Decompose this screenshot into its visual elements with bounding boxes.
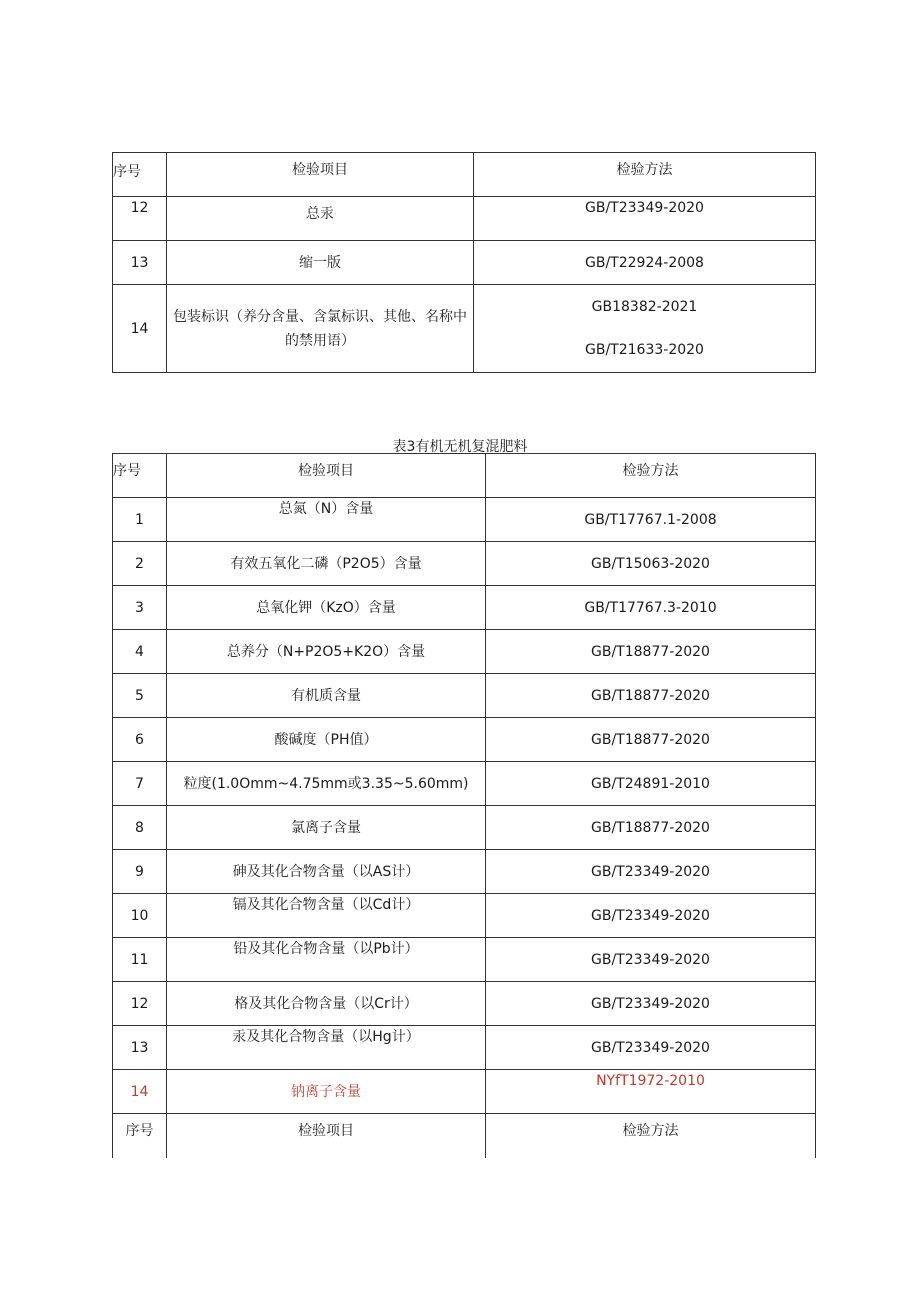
table-row	[113, 498, 816, 542]
row-method: GB/T23349-2020	[486, 850, 816, 894]
table-row	[113, 938, 816, 982]
row-item: 粒度(1.0Omm~4.75mm或3.35~5.60mm)	[167, 762, 486, 806]
row-no: 5	[113, 674, 167, 718]
row-no: 8	[113, 806, 167, 850]
top-table-header-row	[113, 153, 816, 197]
row-item: 有效五氧化二磷（P2O5）含量	[167, 542, 486, 586]
row-item: 氯离子含量	[167, 806, 486, 850]
row-no: 6	[113, 718, 167, 762]
row-no: 12	[113, 197, 167, 241]
top-table	[112, 152, 816, 373]
row-method: GB/T17767.1-2008	[486, 498, 816, 542]
row-no: 2	[113, 542, 167, 586]
row-no: 11	[113, 938, 167, 982]
footer-header-col-item: 检验项目	[167, 1114, 486, 1158]
row-method: GB/T23349-2020	[486, 1026, 816, 1070]
row-method: GB/T18877-2020	[486, 718, 816, 762]
table-row	[113, 1070, 816, 1114]
row-method: GB/T15063-2020	[486, 542, 816, 586]
table-row	[113, 542, 816, 586]
table-row	[113, 674, 816, 718]
row-method: GB/T18877-2020	[486, 630, 816, 674]
row-method: GB/T18877-2020	[486, 674, 816, 718]
table-row	[113, 718, 816, 762]
table-row	[113, 630, 816, 674]
row-method: NYfT1972-2010	[486, 1070, 816, 1114]
header-col-method: 检验方法	[486, 454, 816, 498]
table-row	[113, 982, 816, 1026]
row-method: GB/T24891-2010	[486, 762, 816, 806]
row-method: GB/T18877-2020	[486, 806, 816, 850]
header-col-no: 序号	[113, 454, 167, 498]
row-method: GB/T23349-2020	[486, 938, 816, 982]
row-method: GB/T23349-2020	[486, 982, 816, 1026]
row-method: GB18382-2021	[591, 299, 698, 315]
row-no: 9	[113, 850, 167, 894]
table-row	[113, 197, 816, 241]
footer-header-col-method: 检验方法	[486, 1114, 816, 1158]
row-no: 7	[113, 762, 167, 806]
header-col-no: 序号	[113, 153, 167, 197]
table3-footer-header-row	[113, 1114, 816, 1158]
row-method: GB/T17767.3-2010	[486, 586, 816, 630]
row-method: GB/T23349-2020	[486, 894, 816, 938]
table-row	[113, 1026, 816, 1070]
row-item: 镉及其化合物含量（以Cd计）	[167, 894, 486, 938]
row-no: 13	[113, 1026, 167, 1070]
table-row	[113, 806, 816, 850]
row-item: 酸碱度（PH值）	[167, 718, 486, 762]
row-no: 12	[113, 982, 167, 1026]
table3	[112, 453, 816, 1158]
row-no: 3	[113, 586, 167, 630]
row-no: 1	[113, 498, 167, 542]
row-method: GB/T23349-2020	[474, 197, 816, 241]
row-methods	[474, 285, 816, 373]
table3-caption: 表3有机无机复混肥料	[392, 439, 528, 455]
row-item: 有机质含量	[167, 674, 486, 718]
row-no: 14	[113, 285, 167, 373]
row-item: 总养分（N+P2O5+K2O）含量	[167, 630, 486, 674]
row-method: GB/T22924-2008	[474, 241, 816, 285]
row-no: 10	[113, 894, 167, 938]
table-row	[113, 241, 816, 285]
header-col-item: 检验项目	[167, 454, 486, 498]
row-item: 格及其化合物含量（以Cr计）	[167, 982, 486, 1026]
row-item: 总汞	[167, 197, 474, 241]
table-row	[113, 586, 816, 630]
row-no: 13	[113, 241, 167, 285]
row-item: 包装标识（养分含量、含氯标识、其他、名称中的禁用语）	[167, 285, 474, 373]
row-no: 4	[113, 630, 167, 674]
row-item: 汞及其化合物含量（以Hg计）	[167, 1026, 486, 1070]
row-item: 缩一版	[167, 241, 474, 285]
table-row	[113, 850, 816, 894]
row-item: 总氧化钾（KzO）含量	[167, 586, 486, 630]
row-item: 总氮（N）含量	[167, 498, 486, 542]
table-row	[113, 762, 816, 806]
table-row	[113, 894, 816, 938]
table-row	[113, 285, 816, 373]
row-method: GB/T21633-2020	[585, 342, 704, 358]
row-item: 砷及其化合物含量（以AS计）	[167, 850, 486, 894]
header-col-item: 检验项目	[167, 153, 474, 197]
row-item: 铅及其化合物含量（以Pb计）	[167, 938, 486, 982]
header-col-method: 检验方法	[474, 153, 816, 197]
table3-header-row	[113, 454, 816, 498]
row-no: 14	[113, 1070, 167, 1114]
footer-header-col-no: 序号	[113, 1114, 167, 1158]
row-item: 钠离子含量	[167, 1070, 486, 1114]
